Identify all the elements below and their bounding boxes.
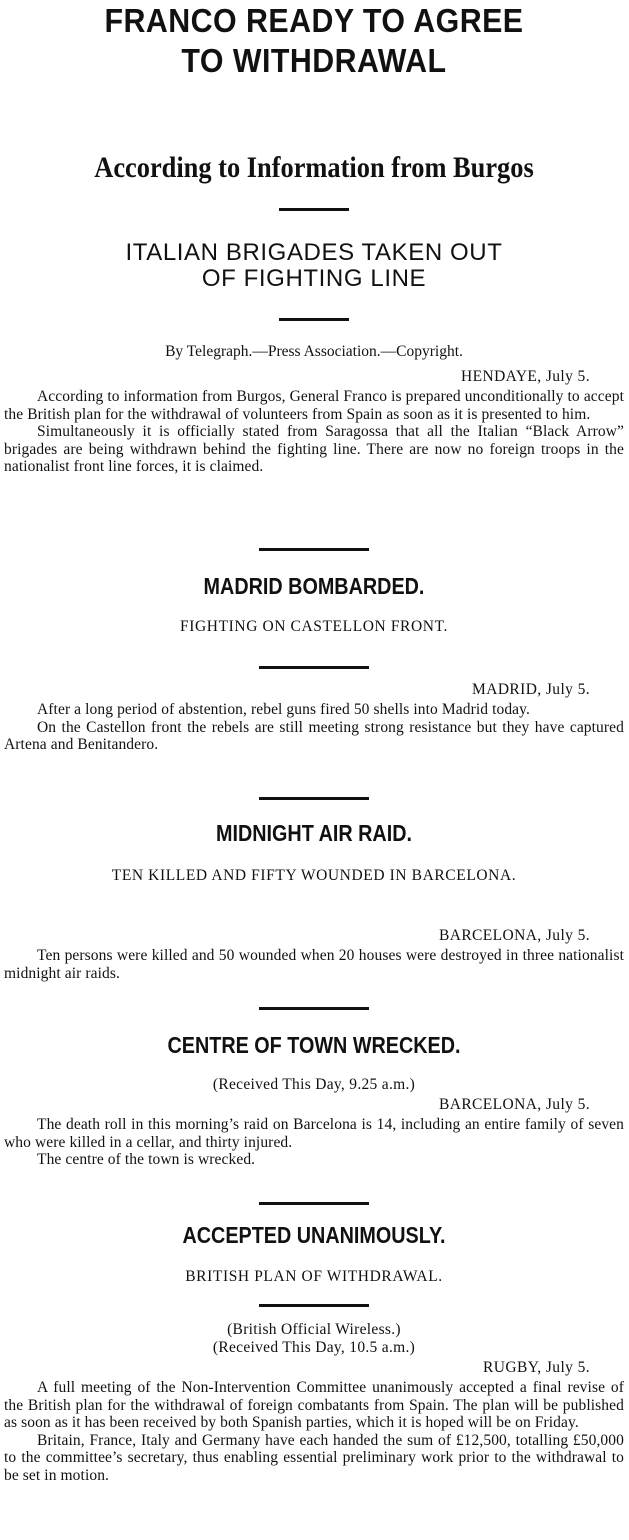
divider-rule [259,1007,369,1010]
story-madrid-body [4,679,624,754]
main-headline-line-1: FRANCO READY TO AGREE [104,2,524,39]
section-headline: CENTRE OF TOWN WRECKED. [167,1032,461,1058]
rule-1 [4,208,624,211]
section-deck: BRITISH PLAN OF WITHDRAWAL. [185,1268,443,1285]
paragraph: On the Castellon front the rebels are still meeting strong resistance but they have captured Artena and Benitandero. [4,718,624,753]
sub-headline-block [4,150,624,186]
story-madrid [4,573,624,636]
rule-8 [4,1304,624,1307]
divider-rule [259,666,369,669]
dateline: HENDAYE, July 5. [461,368,590,385]
received-note: (Received This Day, 10.5 a.m.) [212,1339,416,1356]
section-deck: FIGHTING ON CASTELLON FRONT. [180,618,448,635]
paragraph: The centre of the town is wrecked. [37,1151,256,1168]
paragraph: A full meeting of the Non-Intervention Committee unanimously accepted a final revise of the British plan for the withdrawal of foreign combatants from Spain. The plan will be published as soon as it has been received by both Spanish parties, which it is hoped will be on Friday. [4,1379,624,1431]
divider-rule [279,318,349,321]
divider-rule [259,1202,369,1205]
divider-rule [259,797,369,800]
subtitle-line-2: OF FIGHTING LINE [201,265,427,292]
divider-rule [279,208,349,211]
divider-rule [259,1304,369,1307]
dateline: BARCELONA, July 5. [438,1096,590,1113]
paragraph: Britain, France, Italy and Germany have each handed the sum of £12,500, totalling £50,000 to the committee’s secretary, thus enabling essential preliminary work prior to the withdrawal to be set in motion. [4,1431,624,1484]
dateline: RUGBY, July 5. [483,1359,590,1376]
main-headline [4,0,624,80]
paragraph: According to information from Burgos, General Franco is prepared unconditionally to accept the British plan for the withdrawal of volunteers from Spain as soon as it is presented to him. [4,388,624,423]
story-accepted-body [4,1321,624,1484]
divider-rule [259,548,369,551]
source-note: (British Official Wireless.) [227,1321,401,1338]
story-franco [4,343,624,476]
rule-6 [4,1007,624,1010]
rule-4 [4,666,624,669]
story-air-raid-body [4,925,624,982]
story-accepted [4,1222,624,1286]
subtitle-line-1: ITALIAN BRIGADES TAKEN OUT [125,239,503,266]
section-deck: TEN KILLED AND FIFTY WOUNDED IN BARCELONA. [111,867,517,884]
dateline: BARCELONA, July 5. [438,927,590,944]
paragraph: Simultaneously it is officially stated from Saragossa that all the Italian “Black Arrow” brigades are being withdrawn behind the fighting line. There are now no foreign troops in the nationalist front line forces, it is claimed. [4,423,624,475]
sub-headline: According to Information from Burgos [94,151,534,184]
story-air-raid [4,820,624,885]
italian-brigades-subtitle [4,240,624,292]
section-headline: MIDNIGHT AIR RAID. [216,820,412,846]
paragraph: The death roll in this morning’s raid on Barcelona is 14, including an entire family of seven who were killed in a cellar, and thirty injured. [4,1116,624,1151]
rule-3 [4,548,624,551]
received-note: (Received This Day, 9.25 a.m.) [212,1076,416,1093]
rule-2 [4,318,624,321]
rule-7 [4,1202,624,1205]
story-town-wrecked [4,1032,624,1169]
paragraph: Ten persons were killed and 50 wounded when 20 houses were destroyed in three nationalist midnight air raids. [4,947,624,982]
section-headline: ACCEPTED UNANIMOUSLY. [182,1222,446,1248]
paragraph: After a long period of abstention, rebel guns fired 50 shells into Madrid today. [37,701,530,718]
section-headline: MADRID BOMBARDED. [203,573,425,599]
main-headline-line-2: TO WITHDRAWAL [181,42,447,79]
byline: By Telegraph.—Press Association.—Copyright. [165,343,463,360]
rule-5 [4,797,624,800]
dateline: MADRID, July 5. [472,681,590,698]
